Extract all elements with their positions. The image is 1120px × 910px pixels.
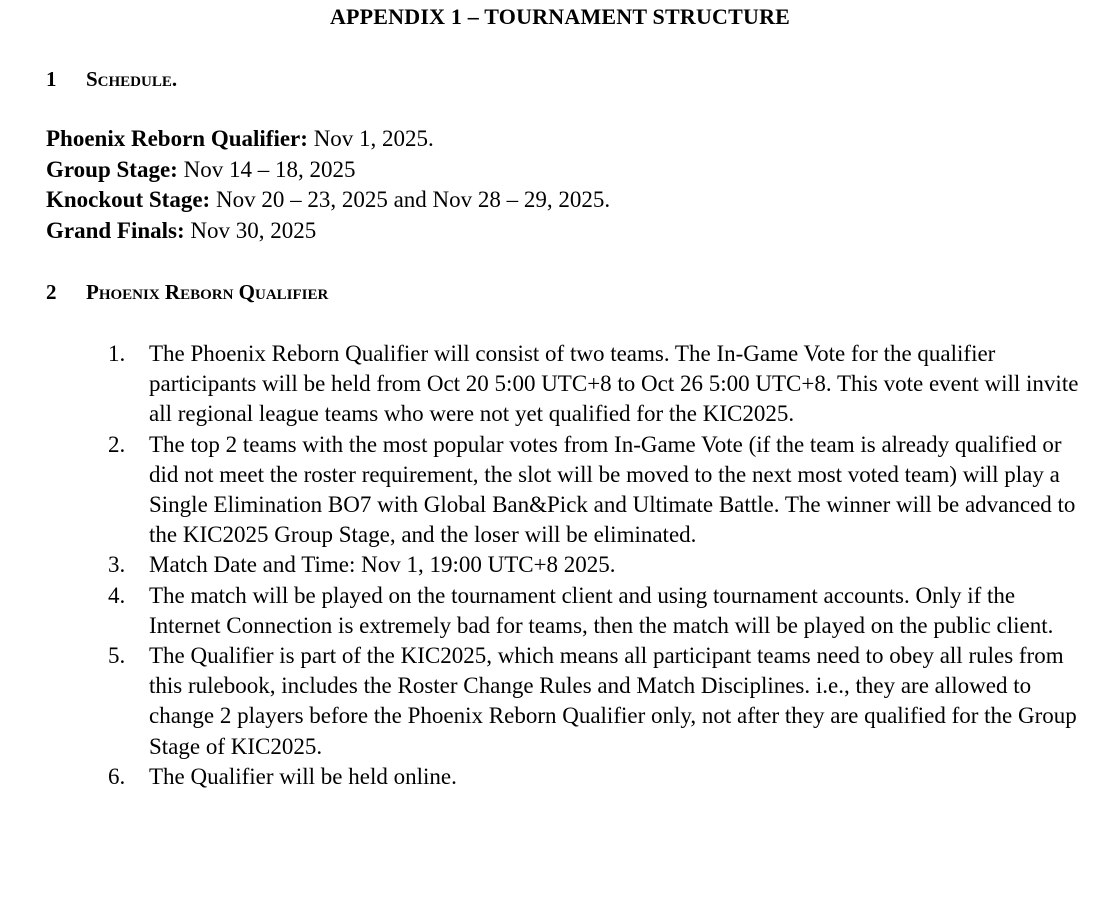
list-item-text: Match Date and Time: Nov 1, 19:00 UTC+8 2025. (149, 552, 616, 578)
section-title: Schedule. (86, 67, 178, 91)
list-marker: 4. (108, 582, 126, 608)
section-number: 2 (46, 280, 57, 304)
list-item (108, 762, 1088, 792)
schedule-row (46, 216, 610, 247)
schedule-label: Group Stage: (46, 156, 178, 182)
list-item-text: The Qualifier will be held online. (149, 763, 457, 789)
schedule-value: Nov 14 – 18, 2025 (177, 156, 356, 182)
list-marker: 2. (108, 431, 126, 457)
list-item (108, 641, 1088, 762)
list-item (108, 550, 1088, 580)
schedule-value: Nov 1, 2025. (307, 126, 434, 151)
schedule-value: Nov 20 – 23, 2025 and Nov 28 – 29, 2025. (210, 187, 611, 212)
schedule-row (46, 185, 610, 216)
list-item (108, 339, 1088, 430)
page-title: APPENDIX 1 – TOURNAMENT STRUCTURE (329, 4, 791, 29)
list-item-text: The Phoenix Reborn Qualifier will consist of two teams. The In-Game Vote for the qualifier participants will be held from Oct 20 5:00 UTC+8 to Oct 26 5:00 UTC+8. This vote event will invite all regional league teams who were not yet qualified for the KIC2025. (149, 341, 1079, 427)
schedule-row (46, 155, 610, 186)
list-marker: 5. (108, 643, 126, 669)
qualifier-rules-list (108, 339, 1088, 792)
schedule-list (46, 124, 610, 246)
schedule-label: Grand Finals: (46, 217, 185, 243)
schedule-label: Knockout Stage: (46, 187, 211, 212)
schedule-value: Nov 30, 2025 (184, 217, 317, 243)
list-item (108, 581, 1088, 641)
list-marker: 3. (108, 552, 126, 578)
list-item (108, 430, 1088, 551)
schedule-label: Phoenix Reborn Qualifier: (46, 126, 308, 151)
list-marker: 1. (108, 341, 126, 366)
list-item-text: The Qualifier is part of the KIC2025, which means all participant teams need to obey all rules from this rulebook, includes the Roster Change Rules and Match Disciplines. i.e., they are allowed to change 2 players before the Phoenix Reborn Qualifier only, not after they are qualified for the Group Stage of KIC2025. (149, 643, 1077, 759)
list-item-text: The match will be played on the tournament client and using tournament accounts. Only if the Internet Connection is extremely bad for teams, then the match will be played on the public client. (149, 582, 1054, 638)
section-number: 1 (46, 67, 57, 91)
list-item-text: The top 2 teams with the most popular votes from In-Game Vote (if the team is already qualified or did not meet the roster requirement, the slot will be moved to the next most voted team) will play a Single Elimination BO7 with Global Ban&Pick and Ultimate Battle. The winner will be advanced to the KIC2025 Group Stage, and the loser will be eliminated. (149, 431, 1076, 548)
section-heading-schedule (46, 66, 177, 92)
list-marker: 6. (108, 763, 126, 789)
section-title: Phoenix Reborn Qualifier (86, 280, 329, 304)
section-heading-qualifier (46, 279, 328, 305)
schedule-row (46, 124, 610, 155)
